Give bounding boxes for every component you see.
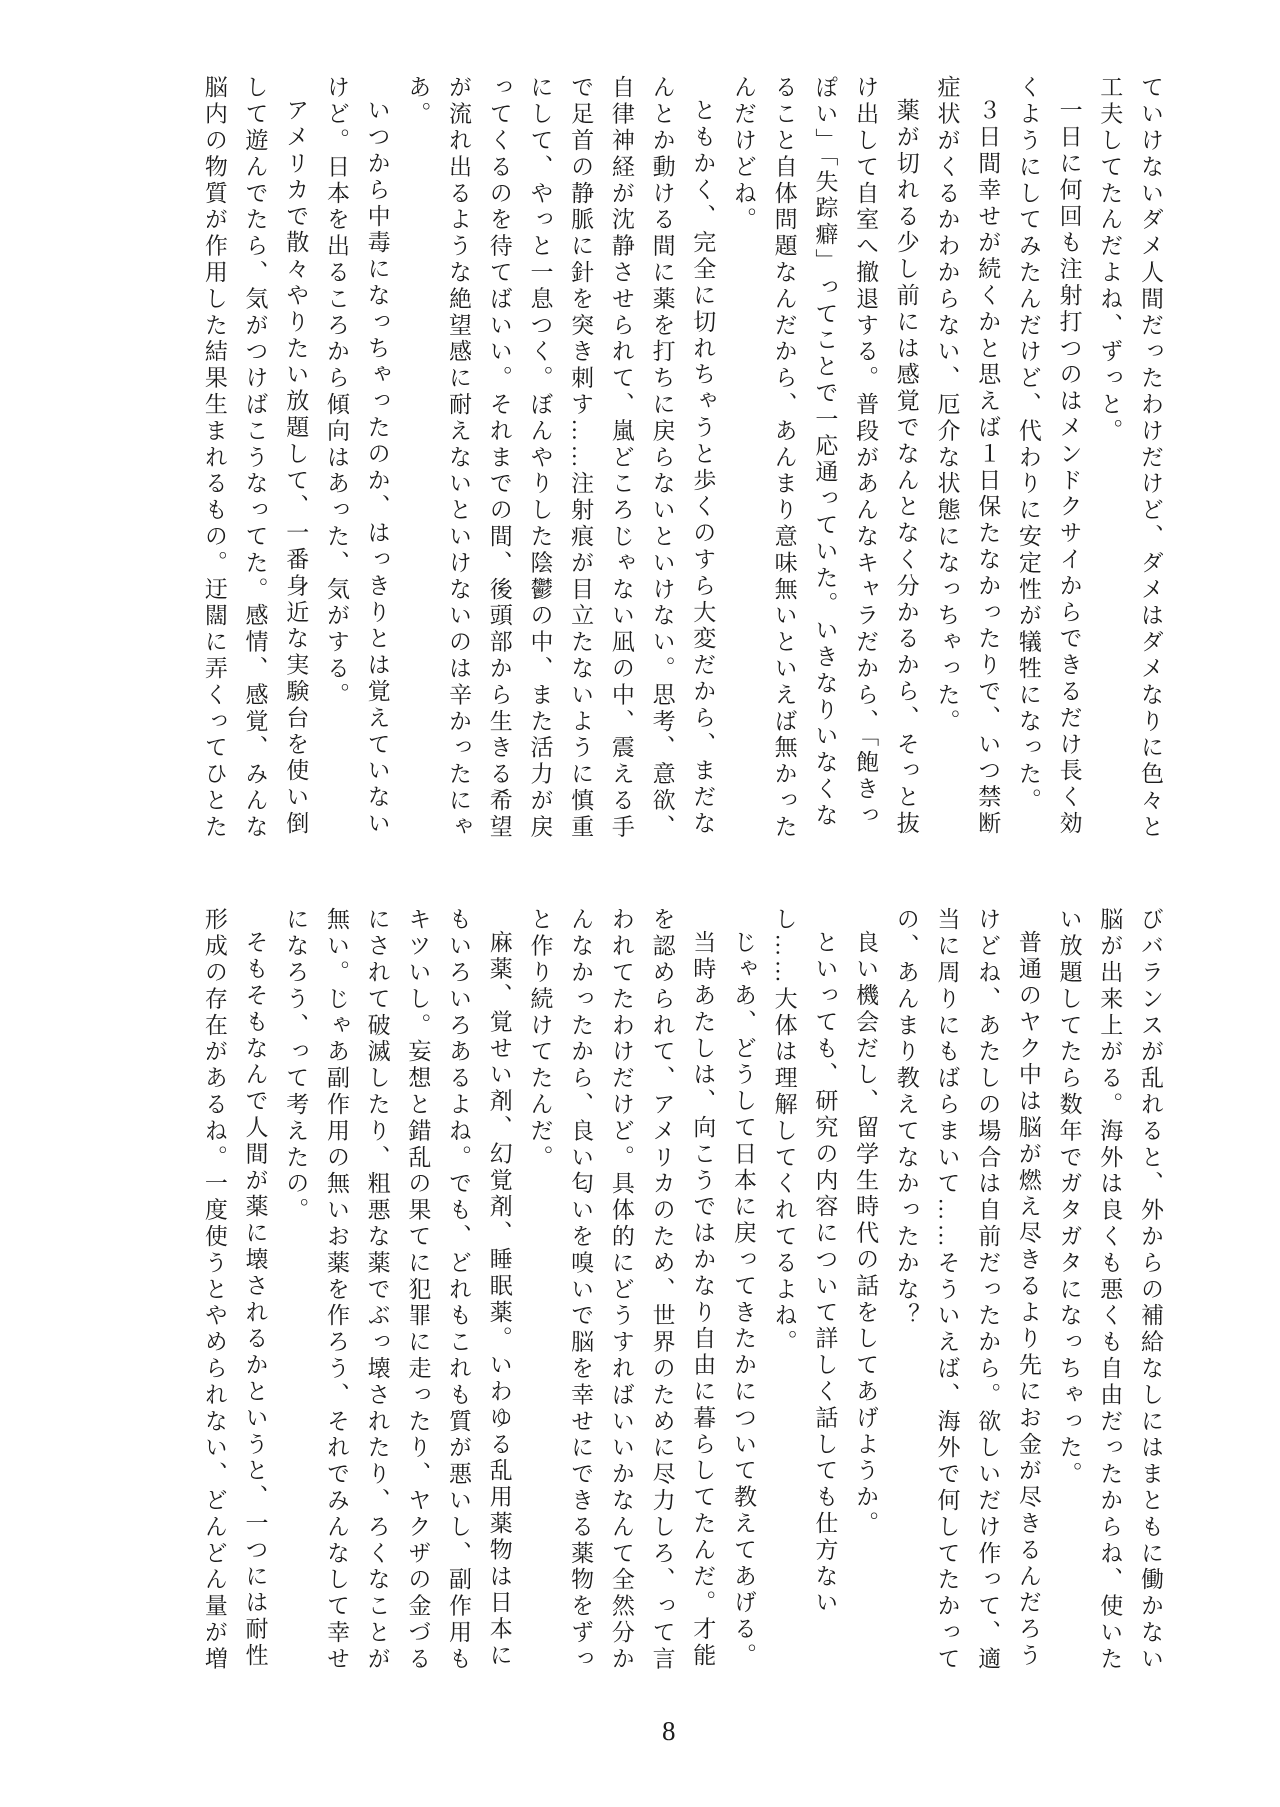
paragraph: 良い機会だし、留学生時代の話をしてあげようか。 bbox=[853, 930, 879, 1538]
paragraph: 普通のヤク中は脳が燃え尽きるより先にお金が尽きるんだろうけどね、あたしの場合は自前だったから。欲しいだけ作って、適当に周りにもばらまいて……そういえば、海外で何してたかっての、あんまり教えてなかったかな？ bbox=[893, 907, 1041, 1673]
paragraph: 当時あたしは、向こうではかなり自由に暮らしてたんだ。才能を認められて、アメリカのため、世界のために尽力しろ、って言われてたわけだけど。具体的にどうすればいいかなんて全然分かんなかったから、良い匂いを嗅いで脳を幸せにできる薬物をずっと作り続けてたんだ。 bbox=[527, 907, 716, 1673]
text-block-top bbox=[193, 75, 1170, 847]
paragraph: いつから中毒になっちゃったのか、はっきりとは覚えていないけど。日本を出るころから傾向はあった、気がする。 bbox=[323, 75, 390, 838]
paragraph: といっても、研究の内容について詳しく話しても仕方ないし……大体は理解してくれてるよね。 bbox=[771, 907, 838, 1617]
paragraph: 薬が切れる少し前には感覚でなんとなく分かるから、そっと抜け出して自室へ撤退する。普段があんなキャラだから、「飽きっぽい」「失踪癖」ってことで一応通っていた。いきなりいなくなること自体問題なんだから、あんまり意味無いといえば無かったんだけどね。 bbox=[730, 75, 919, 841]
paragraph: 一日に何回も注射打つのはメンドクサイからできるだけ長く効くようにしてみたんだけど、代わりに安定性が犠牲になった。 bbox=[1015, 75, 1082, 838]
paragraph: ていけないダメ人間だったわけだけど、ダメはダメなりに色々と工夫してたんだよね、ずっと。 bbox=[1097, 75, 1163, 841]
page-number: 8 bbox=[662, 1716, 676, 1746]
paragraph: じゃあ、どうして日本に戻ってきたかについて教えてあげる。 bbox=[730, 930, 756, 1670]
paragraph: アメリカで散々やりたい放題して、一番身近な実験台を使い倒して遊んでたら、気がつけばこうなってた。感情、感覚、みんな脳内の物質が作用した結果生まれるもの。迂闊に弄くってひとた bbox=[201, 75, 309, 841]
paragraph: 麻薬、覚せい剤、幻覚剤、睡眠薬。いわゆる乱用薬物は日本にもいろいろあるよね。でも、どれもこれも質が悪いし、副作用もキツいし。妄想と錯乱の果てに犯罪に走ったり、ヤクザの金づるにされて破滅したり、粗悪な薬でぶっ壊されたり、ろくなことが無い。じゃあ副作用の無いお薬を作ろう、それでみんなして幸せになろう、って考えたの。 bbox=[283, 907, 512, 1673]
paragraph: びバランスが乱れると、外からの補給なしにはまともに働かない脳が出来上がる。海外は良くも悪くも自由だったからね、使いたい放題してたら数年でガタガタになっちゃった。 bbox=[1056, 907, 1163, 1673]
paragraph: そもそもなんで人間が薬に壊されるかというと、一つには耐性形成の存在があるね。一度使うとやめられない、どんどん量が増 bbox=[201, 907, 268, 1673]
text-block-bottom bbox=[193, 907, 1170, 1685]
paragraph: ３日間幸せが続くかと思えば１日保たなかったりで、いつ禁断症状がくるかわからない、厄介な状態になっちゃった。 bbox=[934, 75, 1001, 838]
paragraph: ともかく、完全に切れちゃうと歩くのすら大変だから、まだなんとか動ける間に薬を打ちに戻らないといけない。思考、意欲、自律神経が沈静させられて、嵐どころじゃない凪の中、震える手で足首の静脈に針を突き刺す……注射痕が目立たないように慎重にして、やっと一息つく。ぼんやりした陰鬱の中、また活力が戻ってくるのを待てばいい。それまでの間、後頭部から生きる希望が流れ出るような絶望感に耐えないといけないのは辛かったにゃあ。 bbox=[405, 75, 716, 841]
